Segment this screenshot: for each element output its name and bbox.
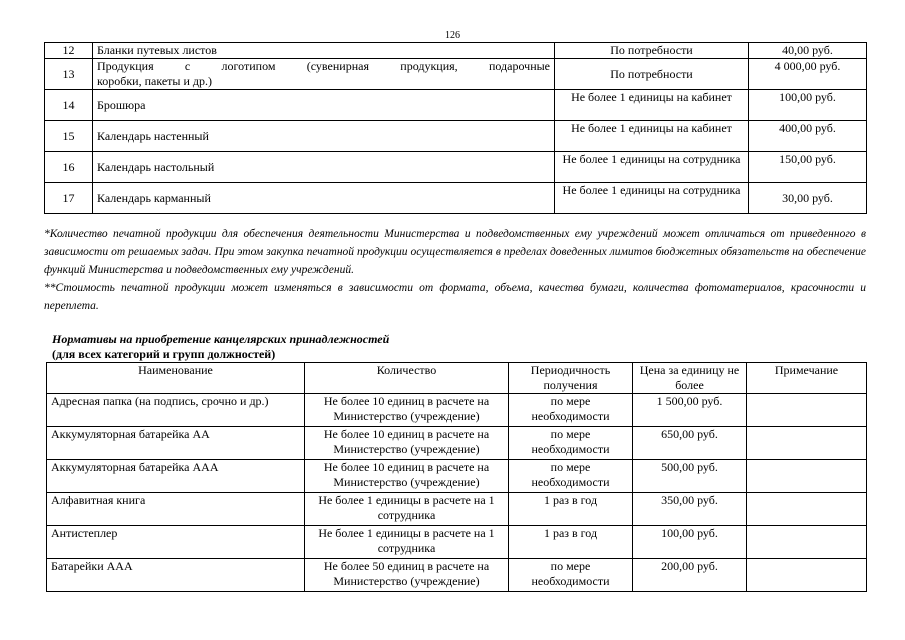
page-number: 126 [445, 30, 460, 41]
item-price: 500,00 руб. [633, 460, 747, 493]
row-number: 15 [45, 121, 93, 152]
item-note [747, 460, 867, 493]
section-subtitle: (для всех категорий и групп должностей) [52, 347, 276, 361]
item-price: 200,00 руб. [633, 559, 747, 592]
item-quantity: Не более 10 единиц в расчете на Министерство (учреждение) [305, 394, 509, 427]
row-number: 12 [45, 43, 93, 59]
item-quantity: Не более 10 единиц в расчете на Министерство (учреждение) [305, 427, 509, 460]
item-note [747, 559, 867, 592]
row-number: 17 [45, 183, 93, 214]
item-quantity: Не более 50 единиц в расчете на Министерство (учреждение) [305, 559, 509, 592]
item-quantity: Не более 10 единиц в расчете на Министерство (учреждение) [305, 460, 509, 493]
table-row [45, 183, 867, 214]
printed-products-table [44, 42, 867, 214]
column-header-period: Периодичность получения [509, 363, 633, 394]
item-quantity: По потребности [555, 43, 749, 59]
item-period: по мере необходимости [509, 394, 633, 427]
item-price: 100,00 руб. [633, 526, 747, 559]
table-row [47, 394, 867, 427]
item-name: Аккумуляторная батарейка АА [47, 427, 305, 460]
footnote-cost: **Стоимость печатной продукции может изменяться в зависимости от формата, объема, качества бумаги, количества фотоматериалов, красочности и переплета. [44, 282, 866, 312]
item-price: 400,00 руб. [749, 121, 867, 152]
table-row [47, 493, 867, 526]
item-note [747, 427, 867, 460]
row-number: 16 [45, 152, 93, 183]
item-note [747, 394, 867, 427]
table-row [47, 460, 867, 493]
table-row [47, 526, 867, 559]
item-note [747, 526, 867, 559]
item-period: по мере необходимости [509, 460, 633, 493]
item-quantity: Не более 1 единицы на сотрудника [555, 183, 749, 214]
item-name: Брошюра [93, 90, 555, 121]
item-quantity: Не более 1 единицы в расчете на 1 сотрудника [305, 493, 509, 526]
item-quantity: Не более 1 единицы на сотрудника [555, 152, 749, 183]
column-header-name: Наименование [47, 363, 305, 394]
table-row [45, 90, 867, 121]
column-header-quantity: Количество [305, 363, 509, 394]
item-quantity: Не более 1 единицы на кабинет [555, 90, 749, 121]
item-period: по мере необходимости [509, 427, 633, 460]
item-period: 1 раз в год [509, 526, 633, 559]
item-name [93, 59, 555, 90]
item-price: 1 500,00 руб. [633, 394, 747, 427]
table-row [47, 427, 867, 460]
item-price: 4 000,00 руб. [749, 59, 867, 90]
table-header-row [47, 363, 867, 394]
item-name: Аккумуляторная батарейка ААА [47, 460, 305, 493]
item-quantity: По потребности [555, 59, 749, 90]
item-quantity: Не более 1 единицы в расчете на 1 сотрудника [305, 526, 509, 559]
column-header-note: Примечание [747, 363, 867, 394]
item-period: 1 раз в год [509, 493, 633, 526]
item-price: 350,00 руб. [633, 493, 747, 526]
item-name: Календарь карманный [93, 183, 555, 214]
item-price: 40,00 руб. [749, 43, 867, 59]
table-row [45, 43, 867, 59]
item-quantity: Не более 1 единицы на кабинет [555, 121, 749, 152]
item-name-line: коробки, пакеты и др.) [97, 74, 213, 88]
item-note [747, 493, 867, 526]
item-name: Антистеплер [47, 526, 305, 559]
table-row [47, 559, 867, 592]
item-price: 650,00 руб. [633, 427, 747, 460]
item-price: 30,00 руб. [749, 183, 867, 214]
column-header-price: Цена за единицу не более [633, 363, 747, 394]
item-price: 100,00 руб. [749, 90, 867, 121]
item-name: Батарейки ААА [47, 559, 305, 592]
row-number: 14 [45, 90, 93, 121]
item-name: Календарь настенный [93, 121, 555, 152]
item-period: по мере необходимости [509, 559, 633, 592]
table-row [45, 59, 867, 90]
table-row [45, 121, 867, 152]
stationery-table [46, 362, 867, 592]
item-name: Адресная папка (на подпись, срочно и др.) [47, 394, 305, 427]
item-name-line: Продукция с логотипом (сувенирная продукция, подарочные [97, 59, 550, 73]
footnote-quantity: *Количество печатной продукции для обеспечения деятельности Министерства и подведомственных ему учреждений может отличаться от приведенного в зависимости от решаемых задач. При этом закупка печатной продукции осуществляется в пределах доведенных лимитов бюджетных обязательств на обеспечение функций Министерства и подведомственных ему учреждений. [44, 228, 866, 276]
item-name: Бланки путевых листов [93, 43, 555, 59]
item-name: Календарь настольный [93, 152, 555, 183]
footnotes [44, 225, 866, 315]
item-price: 150,00 руб. [749, 152, 867, 183]
item-name: Алфавитная книга [47, 493, 305, 526]
table-row [45, 152, 867, 183]
section-title: Нормативы на приобретение канцелярских принадлежностей [52, 332, 390, 346]
row-number: 13 [45, 59, 93, 90]
